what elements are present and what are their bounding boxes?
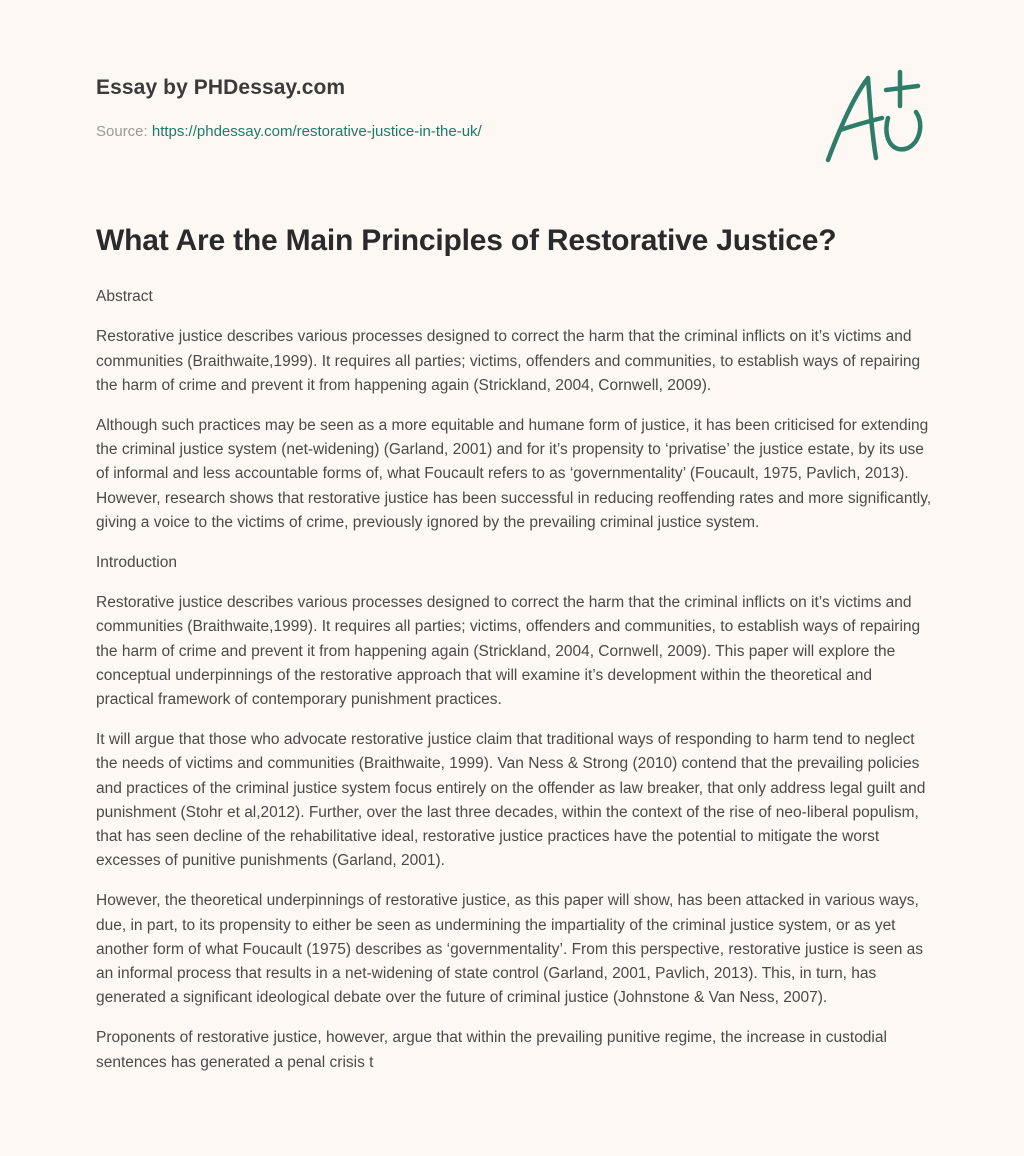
paragraph: Proponents of restorative justice, however, argue that within the prevailing punitive regime, the increase in custodial sentences has generated a penal crisis t (96, 1029, 887, 1071)
paragraph: Restorative justice describes various processes designed to correct the harm that the criminal inflicts on it’s victims and communities (Braithwaite,1999). It requires all parties; victims, offenders and communities, to establish ways of repairing the harm of crime and prevent it from happening again (Strickland, 2004, Cornwell, 2009). (96, 328, 921, 394)
paragraph: Although such practices may be seen as a more equitable and humane form of justice, it has been criticised for extending the criminal justice system (net-widening) (Garland, 2001) and for it’s propensity to ‘privatise’ the justice estate, by its use of informal and less accountable forms of, what Foucault refers to as ‘governmentality’ (Foucault, 1975, Pavlich, 2013). However, research shows that restorative justice has been successful in reducing reoffending rates and more significantly, giving a voice to the victims of crime, previously ignored by the prevailing criminal justice system. (96, 416, 932, 531)
paragraph: Restorative justice describes various processes designed to correct the harm that the criminal inflicts on it’s victims and communities (Braithwaite,1999). It requires all parties; victims, offenders and communities, to establish ways of repairing the harm of crime and prevent it from happening again (Strickland, 2004, Cornwell, 2009). This paper will explore the conceptual underpinnings of the restorative approach that will examine it’s development within the theoretical and practical framework of contemporary punishment practices. (96, 593, 921, 709)
source-link[interactable]: https://phdessay.com/restorative-justice-in-the-uk/ (151, 123, 482, 140)
essay-body (96, 285, 932, 1090)
source-label: Source: (96, 123, 148, 140)
paragraph: However, the theoretical underpinnings of restorative justice, as this paper will show, has been attacked in various ways, due, in part, to its propensity to either be seen as undermining the impartiality of the criminal justice system, or as yet another form of what Foucault (1975) describes as ‘governmentality’. From this perspective, restorative justice is seen as an informal process that results in a net-widening of state control (Garland, 2001, Pavlich, 2013). This, in turn, has generated a significant ideological debate over the future of criminal justice (Johnstone & Van Ness, 2007). (96, 892, 924, 1007)
source-line (96, 123, 482, 140)
section-heading-abstract: Abstract (96, 288, 153, 305)
site-brand: Essay by PHDessay.com (96, 76, 346, 99)
essay-title: What Are the Main Principles of Restorative Justice? (96, 224, 837, 257)
paragraph: It will argue that those who advocate restorative justice claim that traditional ways of responding to harm tend to neglect the needs of victims and communities (Braithwaite, 1999). Van Ness & Strong (2010) contend that the prevailing policies and practices of the criminal justice system focus entirely on the offender as law breaker, that only address legal guilt and punishment (Stohr et al,2012). Further, over the last three decades, within the context of the rise of neo-liberal populism, that has seen decline of the rehabilitative ideal, restorative justice practices have the potential to mitigate the worst excesses of punitive punishments (Garland, 2001). (96, 730, 926, 870)
section-heading-introduction: Introduction (96, 553, 177, 571)
a-plus-logo-icon (818, 66, 930, 166)
